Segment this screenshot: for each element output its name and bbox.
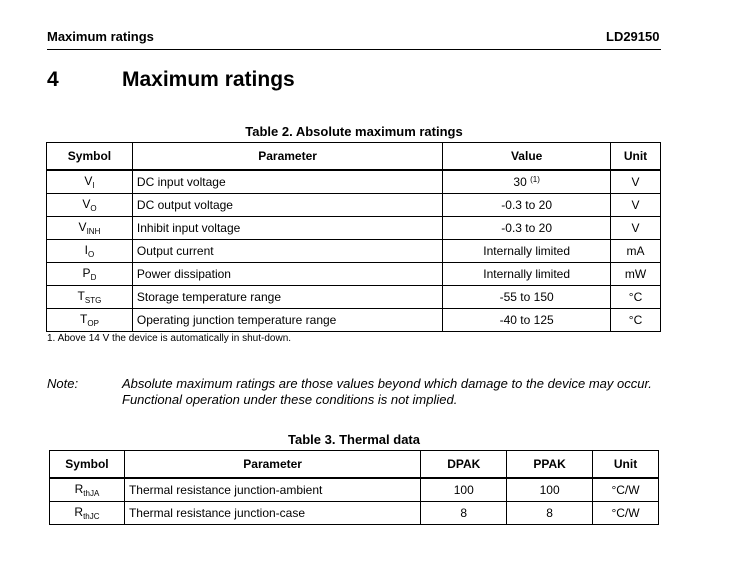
parameter-cell: DC output voltage: [132, 194, 442, 217]
parameter-cell: Power dissipation: [132, 263, 442, 286]
symbol-cell: $R_{thJC}$: [50, 502, 125, 525]
ppak-cell: 8: [507, 502, 593, 525]
unit-cell: V: [611, 194, 661, 217]
note-text: [122, 376, 682, 408]
parameter-cell: Inhibit input voltage: [132, 217, 442, 240]
symbol-cell: $I_O$: [47, 240, 133, 263]
table3-header-symbol: Symbol: [50, 451, 125, 479]
table2-header-unit: Unit: [611, 143, 661, 171]
unit-cell: mW: [611, 263, 661, 286]
footnote-ref: (1): [530, 175, 540, 184]
value-cell: -40 to 125: [443, 309, 611, 332]
table3-header-row: [50, 451, 659, 479]
table2-header-value: Value: [443, 143, 611, 171]
table3-header-unit: Unit: [593, 451, 659, 479]
unit-cell: mA: [611, 240, 661, 263]
parameter-cell: DC input voltage: [132, 170, 442, 194]
table-row: [50, 478, 659, 502]
unit-cell: V: [611, 170, 661, 194]
symbol-cell: $V_I$: [47, 170, 133, 194]
unit-cell: °C/W: [593, 478, 659, 502]
table-row: [47, 170, 661, 194]
table-row: [47, 217, 661, 240]
table2-caption: Table 2. Absolute maximum ratings: [245, 124, 463, 139]
parameter-cell: Thermal resistance junction-case: [124, 502, 420, 525]
note-line-1: Absolute maximum ratings are those values beyond which damage to the device may occur.: [122, 376, 652, 391]
table2-footnote: 1. Above 14 V the device is automatically in shut-down.: [47, 333, 292, 344]
value-cell: -0.3 to 20: [443, 194, 611, 217]
parameter-cell: Output current: [132, 240, 442, 263]
table2-header-parameter: Parameter: [132, 143, 442, 171]
table3-header-parameter: Parameter: [124, 451, 420, 479]
section-number: 4: [47, 68, 59, 91]
dpak-cell: 100: [421, 478, 507, 502]
table-row: [47, 240, 661, 263]
value-cell: -0.3 to 20: [443, 217, 611, 240]
symbol-cell: $V_{INH}$: [47, 217, 133, 240]
unit-cell: V: [611, 217, 661, 240]
symbol-cell: $R_{thJA}$: [50, 478, 125, 502]
symbol-cell: $V_O$: [47, 194, 133, 217]
table2-header-symbol: Symbol: [47, 143, 133, 171]
symbol-cell: $P_D$: [47, 263, 133, 286]
table-row: [50, 502, 659, 525]
value-cell: Internally limited: [443, 263, 611, 286]
table-row: [47, 286, 661, 309]
parameter-cell: Storage temperature range: [132, 286, 442, 309]
note-label: Note:: [47, 376, 79, 391]
running-header-part-number: LD29150: [606, 29, 660, 44]
parameter-cell: Operating junction temperature range: [132, 309, 442, 332]
symbol-cell: $T_{OP}$: [47, 309, 133, 332]
absolute-max-ratings-table: [46, 142, 661, 332]
table3-header-dpak: DPAK: [421, 451, 507, 479]
value-cell: -55 to 150: [443, 286, 611, 309]
section-title: Maximum ratings: [122, 68, 295, 91]
ppak-cell: 100: [507, 478, 593, 502]
thermal-data-table: [49, 450, 659, 525]
table3-caption: Table 3. Thermal data: [288, 432, 420, 447]
note-line-2: Functional operation under these conditions is not implied.: [122, 392, 458, 407]
table-row: [47, 263, 661, 286]
unit-cell: °C/W: [593, 502, 659, 525]
parameter-cell: Thermal resistance junction-ambient: [124, 478, 420, 502]
symbol-cell: $T_{STG}$: [47, 286, 133, 309]
running-header-section: Maximum ratings: [47, 29, 154, 44]
table-row: [47, 194, 661, 217]
value-cell: 30 $^{(1)}$: [443, 170, 611, 194]
unit-cell: °C: [611, 309, 661, 332]
table3-header-ppak: PPAK: [507, 451, 593, 479]
table-row: [47, 309, 661, 332]
value-cell: Internally limited: [443, 240, 611, 263]
unit-cell: °C: [611, 286, 661, 309]
dpak-cell: 8: [421, 502, 507, 525]
header-rule: [47, 49, 661, 50]
table2-header-row: [47, 143, 661, 171]
